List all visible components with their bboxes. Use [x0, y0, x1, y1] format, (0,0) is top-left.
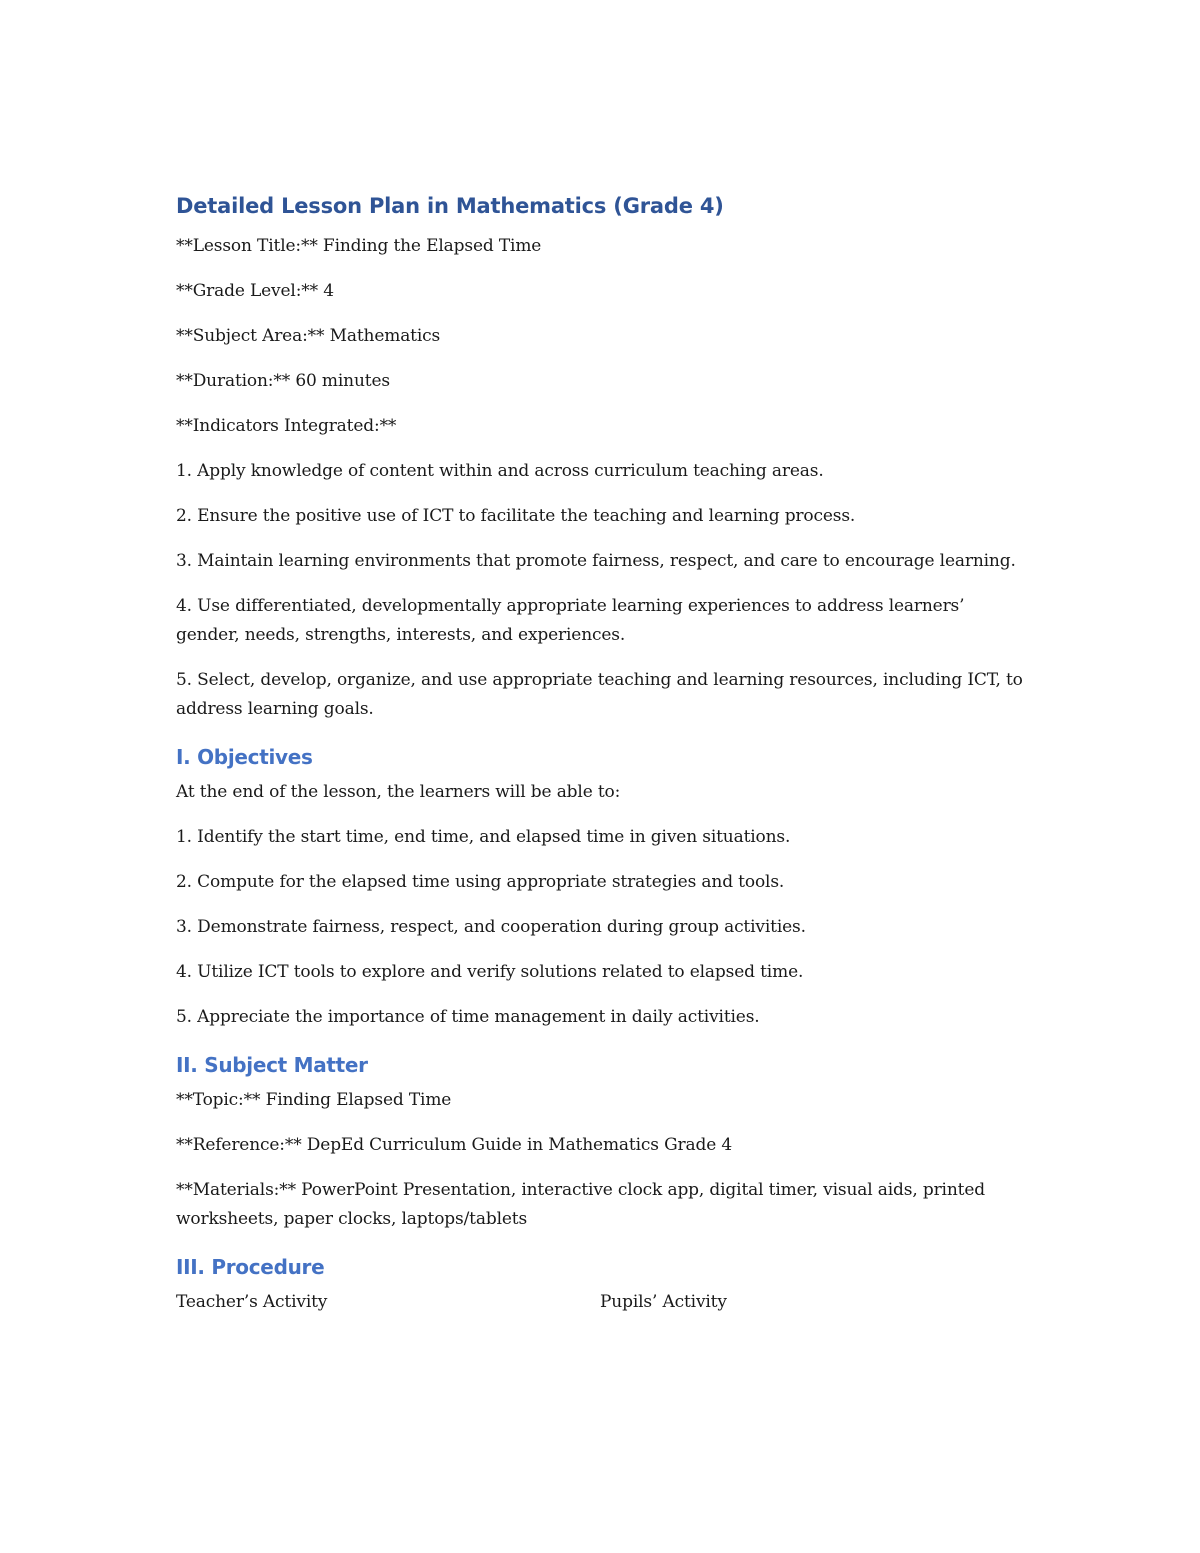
document-body [176, 190, 1026, 1316]
reference-line: **Reference:** DepEd Curriculum Guide in Mathematics Grade 4 [176, 1135, 733, 1155]
subject-matter-heading: II. Subject Matter [176, 1053, 368, 1077]
indicator-item: 3. Maintain learning environments that promote fairness, respect, and care to encourage learning. [176, 551, 1016, 571]
document-title: Detailed Lesson Plan in Mathematics (Grade 4) [176, 194, 724, 218]
materials-line: **Materials:** PowerPoint Presentation, interactive clock app, digital timer, visual aids, printed worksheets, paper clocks, laptops/tablets [176, 1180, 985, 1229]
objectives-intro: At the end of the lesson, the learners will be able to: [176, 782, 621, 802]
pupils-activity-header: Pupils’ Activity [600, 1292, 727, 1312]
indicators-heading: **Indicators Integrated:** [176, 416, 397, 436]
duration-line: **Duration:** 60 minutes [176, 371, 390, 391]
objective-item: 5. Appreciate the importance of time management in daily activities. [176, 1007, 760, 1027]
indicator-item: 1. Apply knowledge of content within and across curriculum teaching areas. [176, 461, 824, 481]
objective-item: 4. Utilize ICT tools to explore and verify solutions related to elapsed time. [176, 962, 804, 982]
topic-line: **Topic:** Finding Elapsed Time [176, 1090, 452, 1110]
objectives-heading: I. Objectives [176, 745, 313, 769]
teacher-activity-header: Teacher’s Activity [176, 1292, 328, 1312]
objective-item: 1. Identify the start time, end time, and elapsed time in given situations. [176, 827, 791, 847]
procedure-columns [176, 1288, 1026, 1316]
subject-area-line: **Subject Area:** Mathematics [176, 326, 441, 346]
objective-item: 3. Demonstrate fairness, respect, and cooperation during group activities. [176, 917, 806, 937]
indicator-item: 2. Ensure the positive use of ICT to facilitate the teaching and learning process. [176, 506, 856, 526]
indicator-item: 4. Use differentiated, developmentally appropriate learning experiences to address learners’ gender, needs, strengths, interests, and experiences. [176, 596, 965, 645]
procedure-heading: III. Procedure [176, 1255, 325, 1279]
lesson-title-line: **Lesson Title:** Finding the Elapsed Time [176, 236, 542, 256]
objective-item: 2. Compute for the elapsed time using appropriate strategies and tools. [176, 872, 785, 892]
indicator-item: 5. Select, develop, organize, and use appropriate teaching and learning resources, including ICT, to address learning goals. [176, 670, 1023, 719]
grade-level-line: **Grade Level:** 4 [176, 281, 334, 301]
